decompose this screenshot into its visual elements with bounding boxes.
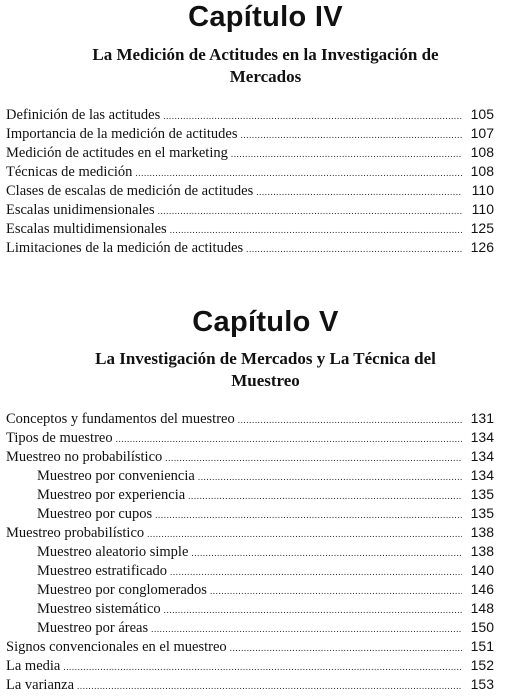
toc-entry-page-number: 134 — [470, 467, 494, 483]
toc-entry — [6, 618, 494, 637]
toc-entry — [6, 637, 494, 656]
dot-leader — [198, 468, 462, 487]
toc-entry-page-number: 153 — [470, 676, 494, 692]
dot-leader — [230, 639, 462, 658]
toc-entry-page-number: 148 — [470, 600, 494, 616]
dot-leader — [155, 506, 462, 525]
toc-entry — [6, 428, 494, 447]
toc-entry — [6, 561, 494, 580]
toc-entry-label: Tipos de muestreo — [6, 430, 113, 446]
toc-entry-page-number: 135 — [470, 505, 494, 521]
dot-leader — [246, 240, 462, 259]
dot-leader — [238, 411, 462, 430]
toc-entry-page-number: 105 — [470, 106, 494, 122]
toc-entry — [6, 162, 494, 181]
dot-leader — [77, 677, 462, 696]
dot-leader — [191, 544, 462, 563]
toc-entry-page-number: 134 — [470, 429, 494, 445]
toc-entry-label: Muestreo por áreas — [37, 620, 149, 636]
chapter-4-title-line-2: Mercados — [229, 67, 302, 86]
dot-leader — [158, 202, 462, 221]
toc-entry-label: Conceptos y fundamentos del muestreo — [6, 411, 235, 427]
toc-entry-page-number: 108 — [470, 144, 494, 160]
toc-entry-page-number: 140 — [470, 562, 494, 578]
toc-entry — [6, 238, 494, 257]
toc-entry-label: Muestreo aleatorio simple — [37, 544, 189, 560]
toc-entry-label: Muestreo por cupos — [37, 506, 153, 522]
dot-leader — [170, 221, 462, 240]
dot-leader — [188, 487, 462, 506]
toc-entry — [6, 409, 494, 428]
toc-entry-page-number: 131 — [470, 410, 494, 426]
toc-entry-page-number: 125 — [470, 220, 494, 236]
toc-entry — [6, 485, 494, 504]
toc-entry — [6, 580, 494, 599]
dot-leader — [170, 563, 462, 582]
dot-leader — [151, 620, 462, 639]
chapter-4-toc-list — [6, 105, 494, 257]
chapter-5-title-line-1: La Investigación de Mercados y La Técnica del — [95, 349, 436, 368]
toc-entry-label: Muestreo no probabilístico — [6, 449, 163, 465]
toc-entry-label: Definición de las actitudes — [6, 107, 161, 123]
toc-entry — [6, 599, 494, 618]
toc-entry-label: Muestreo por experiencia — [37, 487, 186, 503]
chapter-4-title-line-1: La Medición de Actitudes en la Investigación de — [92, 45, 439, 64]
toc-entry-label: La media — [6, 658, 61, 674]
toc-entry-label: Muestreo sistemático — [37, 601, 161, 617]
dot-leader — [163, 107, 462, 126]
toc-entry-page-number: 138 — [470, 543, 494, 559]
toc-entry-page-number: 146 — [470, 581, 494, 597]
chapter-4-heading: Capítulo IV — [188, 1, 343, 33]
chapter-5-toc-list — [6, 409, 494, 694]
toc-entry — [6, 504, 494, 523]
toc-entry-page-number: 126 — [470, 239, 494, 255]
dot-leader — [210, 582, 462, 601]
toc-entry-label: Importancia de la medición de actitudes — [6, 126, 238, 142]
chapter-4-title — [40, 44, 491, 88]
toc-entry — [6, 143, 494, 162]
chapter-5-title-line-2: Muestreo — [231, 371, 300, 390]
toc-entry-page-number: 134 — [470, 448, 494, 464]
toc-entry-label: Clases de escalas de medición de actitudes — [6, 183, 254, 199]
toc-entry-label: Signos convencionales en el muestreo — [6, 639, 227, 655]
dot-leader — [256, 183, 462, 202]
toc-entry-label: La varianza — [6, 677, 75, 693]
toc-entry-page-number: 135 — [470, 486, 494, 502]
dot-leader — [241, 126, 462, 145]
toc-entry-page-number: 110 — [471, 201, 494, 217]
toc-entry-page-number: 110 — [471, 182, 494, 198]
toc-entry — [6, 542, 494, 561]
toc-entry — [6, 675, 494, 694]
dot-leader — [165, 449, 462, 468]
dot-leader — [63, 658, 462, 677]
dot-leader — [164, 601, 462, 620]
dot-leader — [116, 430, 462, 449]
toc-entry — [6, 181, 494, 200]
toc-entry-page-number: 151 — [470, 638, 494, 654]
toc-entry-label: Muestreo estratificado — [37, 563, 168, 579]
toc-entry-label: Medición de actitudes en el marketing — [6, 145, 228, 161]
toc-entry — [6, 466, 494, 485]
dot-leader — [135, 164, 462, 183]
toc-entry-label: Muestreo por conveniencia — [37, 468, 195, 484]
chapter-5-title — [40, 348, 491, 392]
toc-entry-label: Escalas multidimensionales — [6, 221, 167, 237]
toc-entry — [6, 523, 494, 542]
toc-entry-page-number: 152 — [470, 657, 494, 673]
toc-entry — [6, 200, 494, 219]
toc-entry — [6, 656, 494, 675]
toc-entry-page-number: 150 — [470, 619, 494, 635]
chapter-5-heading: Capítulo V — [192, 306, 339, 338]
toc-entry — [6, 105, 494, 124]
toc-entry-label: Escalas unidimensionales — [6, 202, 155, 218]
toc-entry-label: Muestreo probabilístico — [6, 525, 145, 541]
dot-leader — [231, 145, 462, 164]
toc-entry-label: Limitaciones de la medición de actitudes — [6, 240, 244, 256]
toc-entry — [6, 219, 494, 238]
toc-entry — [6, 447, 494, 466]
toc-entry-page-number: 108 — [470, 163, 494, 179]
toc-entry-label: Muestreo por conglomerados — [37, 582, 207, 598]
toc-entry — [6, 124, 494, 143]
toc-entry-page-number: 107 — [470, 125, 494, 141]
toc-entry-page-number: 138 — [470, 524, 494, 540]
toc-entry-label: Técnicas de medición — [6, 164, 133, 180]
dot-leader — [147, 525, 462, 544]
